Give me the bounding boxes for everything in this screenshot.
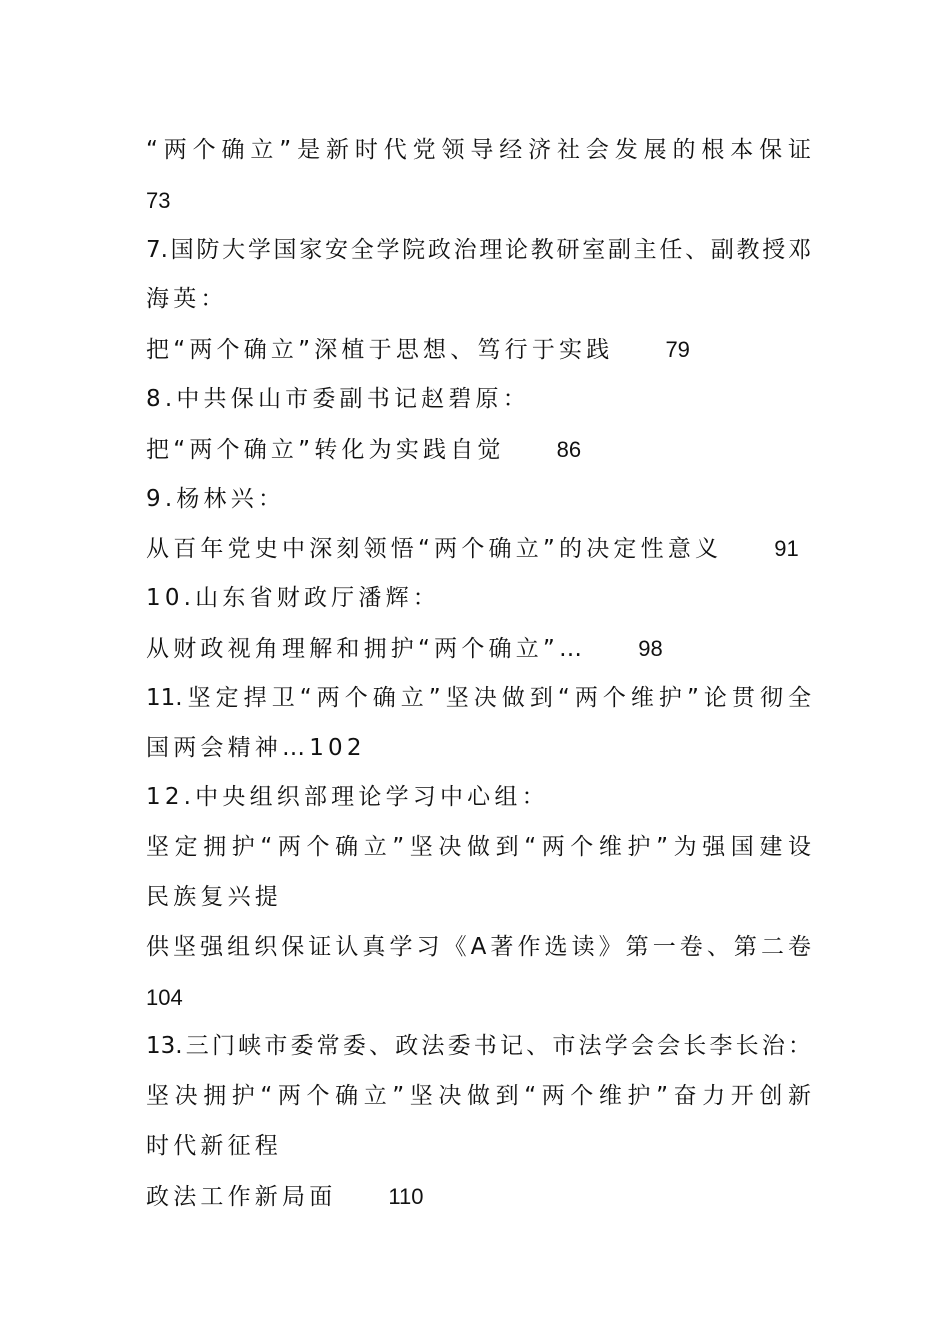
toc-entry-heading: 10.山东省财政厅潘辉： — [146, 585, 440, 612]
toc-entry-title — [146, 425, 811, 475]
toc-entry-heading: 12.中央组织部理论学习中心组： — [146, 784, 549, 811]
toc-entry-title-cont: 民族复兴提 — [146, 883, 282, 910]
entry-title: 把“两个确立”深植于思想、笃行于实践 — [146, 337, 614, 364]
toc-entry-title: 坚定拥护“两个确立”坚决做到“两个维护”为强国建设 — [146, 834, 811, 861]
page-number: 73 — [146, 187, 171, 213]
toc-line-title: “两个确立”是新时代党领导经济社会发展的根本保证 — [146, 137, 811, 163]
toc-page-number — [146, 176, 811, 226]
page-number: 91 — [774, 536, 799, 562]
toc-entry-title — [146, 524, 811, 574]
toc-entry-title-cont — [146, 1172, 811, 1222]
entry-title: 政法工作新局面 — [146, 1183, 337, 1210]
entry-title: 把“两个确立”转化为实践自觉 — [146, 436, 505, 463]
toc-page-number — [146, 973, 811, 1023]
page-number: 110 — [388, 1183, 424, 1209]
entry-title: 从财政视角理解和拥护“两个确立”… — [146, 635, 587, 662]
toc-entry-heading: 9.杨林兴： — [146, 485, 286, 512]
toc-entry-heading: 8.中共保山市委副书记赵碧原： — [146, 385, 530, 412]
toc-entry-title-cont: 时代新征程 — [146, 1132, 282, 1159]
toc-entry-heading: 13.三门峡市委常委、政法委书记、市法学会会长李长治： — [146, 1033, 811, 1060]
toc-entry-title-cont: 供坚强组织保证认真学习《A著作选读》第一卷、第二卷 — [146, 933, 811, 960]
toc-entry-heading-cont: 国两会精神…102 — [146, 734, 366, 761]
page-number: 98 — [638, 635, 663, 661]
entry-title: 从百年党史中深刻领悟“两个确立”的决定性意义 — [146, 536, 723, 563]
toc-entry-heading: 7.国防大学国家安全学院政治理论教研室副主任、副教授邓 — [146, 236, 811, 263]
page-number: 79 — [665, 337, 690, 363]
page-number: 86 — [556, 436, 582, 462]
toc-entry-heading: 11.坚定捍卫“两个确立”坚决做到“两个维护”论贯彻全 — [146, 684, 811, 711]
page-number: 104 — [146, 984, 183, 1010]
toc-entry-heading-cont: 海英： — [146, 286, 228, 313]
toc-entry-title — [146, 624, 811, 674]
table-of-contents — [146, 126, 811, 1222]
toc-entry-title — [146, 325, 811, 375]
toc-entry-title: 坚决拥护“两个确立”坚决做到“两个维护”奋力开创新 — [146, 1083, 811, 1110]
